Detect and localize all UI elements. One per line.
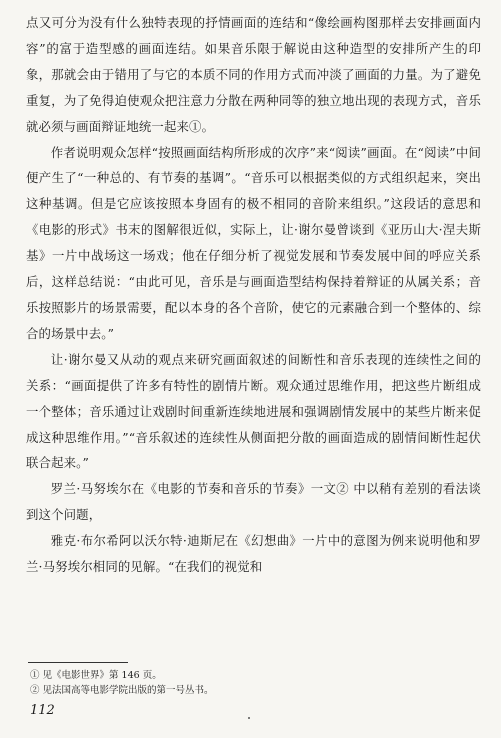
footnote-divider [28, 662, 128, 663]
paragraph-1: 点又可分为没有什么独特表现的抒情画面的连结和“像绘画构图那样去安排画面内容”的富于造型感的画面连结。如果音乐限于解说由这种造型的安排所产生的印象，那就会由于错用了与它的本质不同的作用方式而冲淡了画面的力量。为了避免重复，为了免得迫使观众把注意力分散在两种同等的独立地出现的表现方式，音乐就必须与画面辩证地统一起来①。 [26, 15, 481, 134]
footnote-2: ② 见法国高等电影学院出版的第一号丛书。 [30, 685, 214, 696]
paragraph-2: 作者说明观众怎样“按照画面结构所形成的次序”来“阅读”画面。在“阅读”中间便产生了“一种总的、有节奏的基调”。“音乐可以根据类似的方式组织起来，突出这种基调。但是它应该按照本身固有的极不相同的音阶来组织。”这段话的意思和《电影的形式》书末的图解很近似，实际上，让·谢尔曼曾谈到《亚历山大·涅夫斯基》一片中战场这一场戏；他在仔细分析了视觉发展和节奏发展中间的呼应关系后，这样总结说：“由此可见，音乐是与画面造型结构保持着辩证的从属关系；音乐按照影片的场景需要，配以本身的各个音阶，使它的元素融合到一个整体的、综合的场景中去。” [26, 144, 481, 341]
paragraph-4: 罗兰·马努埃尔在《电影的节奏和音乐的节奏》一文② 中以稍有差别的看法谈到这个问题， [26, 481, 481, 523]
paragraph-3: 让·谢尔曼又从动的观点来研究画面叙述的间断性和音乐表现的连续性之间的关系：“画面提供了许多有特性的剧情片断。观众通过思维作用，把这些片断组成一个整体；音乐通过让戏剧时间重新连续地进展和强调剧情发展中的某些片断来促成这种思维作用。”“音乐叙述的连续性从侧面把分散的画面造成的剧情间断性起伏联合起来。” [26, 351, 481, 471]
page-number: 112 [30, 703, 55, 718]
scan-speck [248, 717, 250, 719]
body-text [26, 10, 481, 580]
paragraph-5: 雅克·布尔希阿以沃尔特·迪斯尼在《幻想曲》一片中的意图为例来说明他和罗兰·马努埃尔相同的见解。“在我们的视觉和 [26, 533, 481, 575]
footnote-1: ① 见《电影世界》第 146 页。 [30, 670, 162, 681]
footnotes [30, 668, 470, 698]
